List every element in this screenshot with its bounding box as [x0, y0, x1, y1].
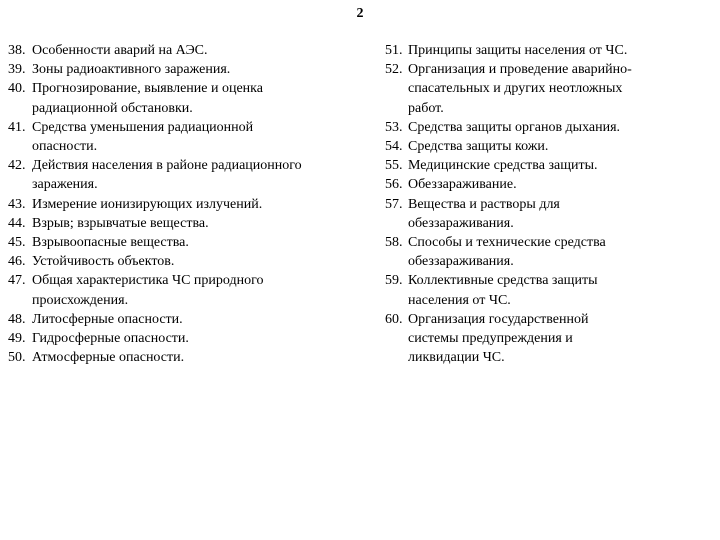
question-text-line: обеззараживания. [408, 254, 514, 270]
question-item [8, 195, 348, 214]
question-text-line: заражения. [32, 177, 98, 193]
question-item [8, 271, 348, 309]
question-item [8, 118, 348, 156]
question-text-line: Прогнозирование, выявление и оценка [32, 81, 263, 97]
question-text-line: Устойчивость объектов. [32, 254, 175, 270]
question-item [385, 60, 705, 118]
question-text-line: Средства защиты кожи. [408, 139, 549, 155]
question-number: 55. [385, 158, 403, 174]
question-text-line: Способы и технические средства [408, 235, 606, 251]
question-item [385, 156, 705, 175]
question-text-line: Организация и проведение аварийно- [408, 62, 632, 78]
question-text-line: Организация государственной [408, 311, 589, 327]
question-number: 60. [385, 311, 403, 327]
question-text [408, 271, 705, 309]
question-item [8, 156, 348, 194]
question-number: 44. [8, 215, 26, 231]
question-text-line: обеззараживания. [408, 215, 514, 231]
question-text-line: Особенности аварий на АЭС. [32, 43, 208, 58]
question-item [8, 214, 348, 233]
question-item [8, 79, 348, 117]
question-text-line: Средства защиты органов дыхания. [408, 119, 621, 135]
question-text-line: опасности. [32, 139, 98, 155]
question-text-line: происхождения. [32, 292, 129, 308]
question-item [385, 271, 705, 309]
question-text [32, 348, 348, 367]
question-text [32, 41, 348, 60]
question-text-line: работ. [408, 100, 444, 116]
question-number: 38. [8, 43, 26, 58]
question-item [8, 329, 348, 348]
question-number: 49. [8, 331, 26, 347]
question-text-line: Средства уменьшения радиационной [32, 119, 254, 135]
question-text-line: Гидросферные опасности. [32, 331, 189, 347]
question-text-line: Зоны радиоактивного заражения. [32, 62, 231, 78]
question-text-line: Медицинские средства защиты. [408, 158, 598, 174]
question-number: 48. [8, 311, 26, 327]
question-number: 39. [8, 62, 26, 78]
question-text [408, 156, 705, 175]
question-text [32, 310, 348, 329]
question-item [8, 41, 348, 60]
question-number: 52. [385, 62, 403, 78]
question-text [408, 60, 705, 118]
question-text [32, 60, 348, 79]
question-text-line: ликвидации ЧС. [408, 350, 505, 366]
question-number: 51. [385, 43, 403, 58]
question-item [385, 137, 705, 156]
question-item [385, 118, 705, 137]
question-number: 40. [8, 81, 26, 97]
question-text [408, 310, 705, 368]
question-number: 59. [385, 273, 403, 289]
question-text [408, 137, 705, 156]
question-text-line: Обеззараживание. [408, 177, 517, 193]
question-text [32, 329, 348, 348]
question-number: 45. [8, 235, 26, 251]
question-text [32, 195, 348, 214]
question-item [385, 41, 705, 60]
question-text-line: системы предупреждения и [408, 331, 573, 347]
question-text [32, 252, 348, 271]
question-number: 58. [385, 235, 403, 251]
question-text-line: населения от ЧС. [408, 292, 511, 308]
question-text [32, 118, 348, 156]
question-text-line: Коллективные средства защиты [408, 273, 598, 289]
question-text [32, 79, 348, 117]
question-text [32, 233, 348, 252]
question-list-right [385, 41, 705, 367]
question-text-line: Взрывоопасные вещества. [32, 235, 189, 251]
question-text-line: Общая характеристика ЧС природного [32, 273, 264, 289]
question-text-line: Взрыв; взрывчатые вещества. [32, 215, 209, 231]
question-list-left [8, 41, 348, 367]
question-text-line: Действия населения в районе радиационного [32, 158, 302, 174]
question-item [8, 60, 348, 79]
question-text-line: спасательных и других неотложных [408, 81, 623, 97]
question-item [385, 310, 705, 368]
question-number: 46. [8, 254, 26, 270]
question-text [408, 41, 705, 60]
question-text [408, 233, 705, 271]
question-number: 53. [385, 119, 403, 135]
question-number: 50. [8, 350, 26, 366]
question-text [408, 195, 705, 233]
question-number: 41. [8, 119, 26, 135]
question-number: 47. [8, 273, 26, 289]
question-text-line: Измерение ионизирующих излучений. [32, 196, 263, 212]
question-text [408, 118, 705, 137]
question-text-line: радиационной обстановки. [32, 100, 193, 116]
question-number: 56. [385, 177, 403, 193]
page-number: 2 [356, 6, 364, 21]
question-item [8, 310, 348, 329]
question-text-line: Вещества и растворы для [408, 196, 560, 212]
question-item [8, 233, 348, 252]
question-number: 43. [8, 196, 26, 212]
question-text [32, 214, 348, 233]
question-item [385, 195, 705, 233]
question-text-line: Атмосферные опасности. [32, 350, 185, 366]
question-number: 54. [385, 139, 403, 155]
question-text-line: Принципы защиты населения от ЧС. [408, 43, 628, 58]
question-text-line: Литосферные опасности. [32, 311, 183, 327]
question-number: 42. [8, 158, 26, 174]
question-item [385, 175, 705, 194]
question-item [8, 252, 348, 271]
question-number: 57. [385, 196, 403, 212]
question-text [32, 156, 348, 194]
question-item [385, 233, 705, 271]
question-text [32, 271, 348, 309]
question-item [8, 348, 348, 367]
question-text [408, 175, 705, 194]
